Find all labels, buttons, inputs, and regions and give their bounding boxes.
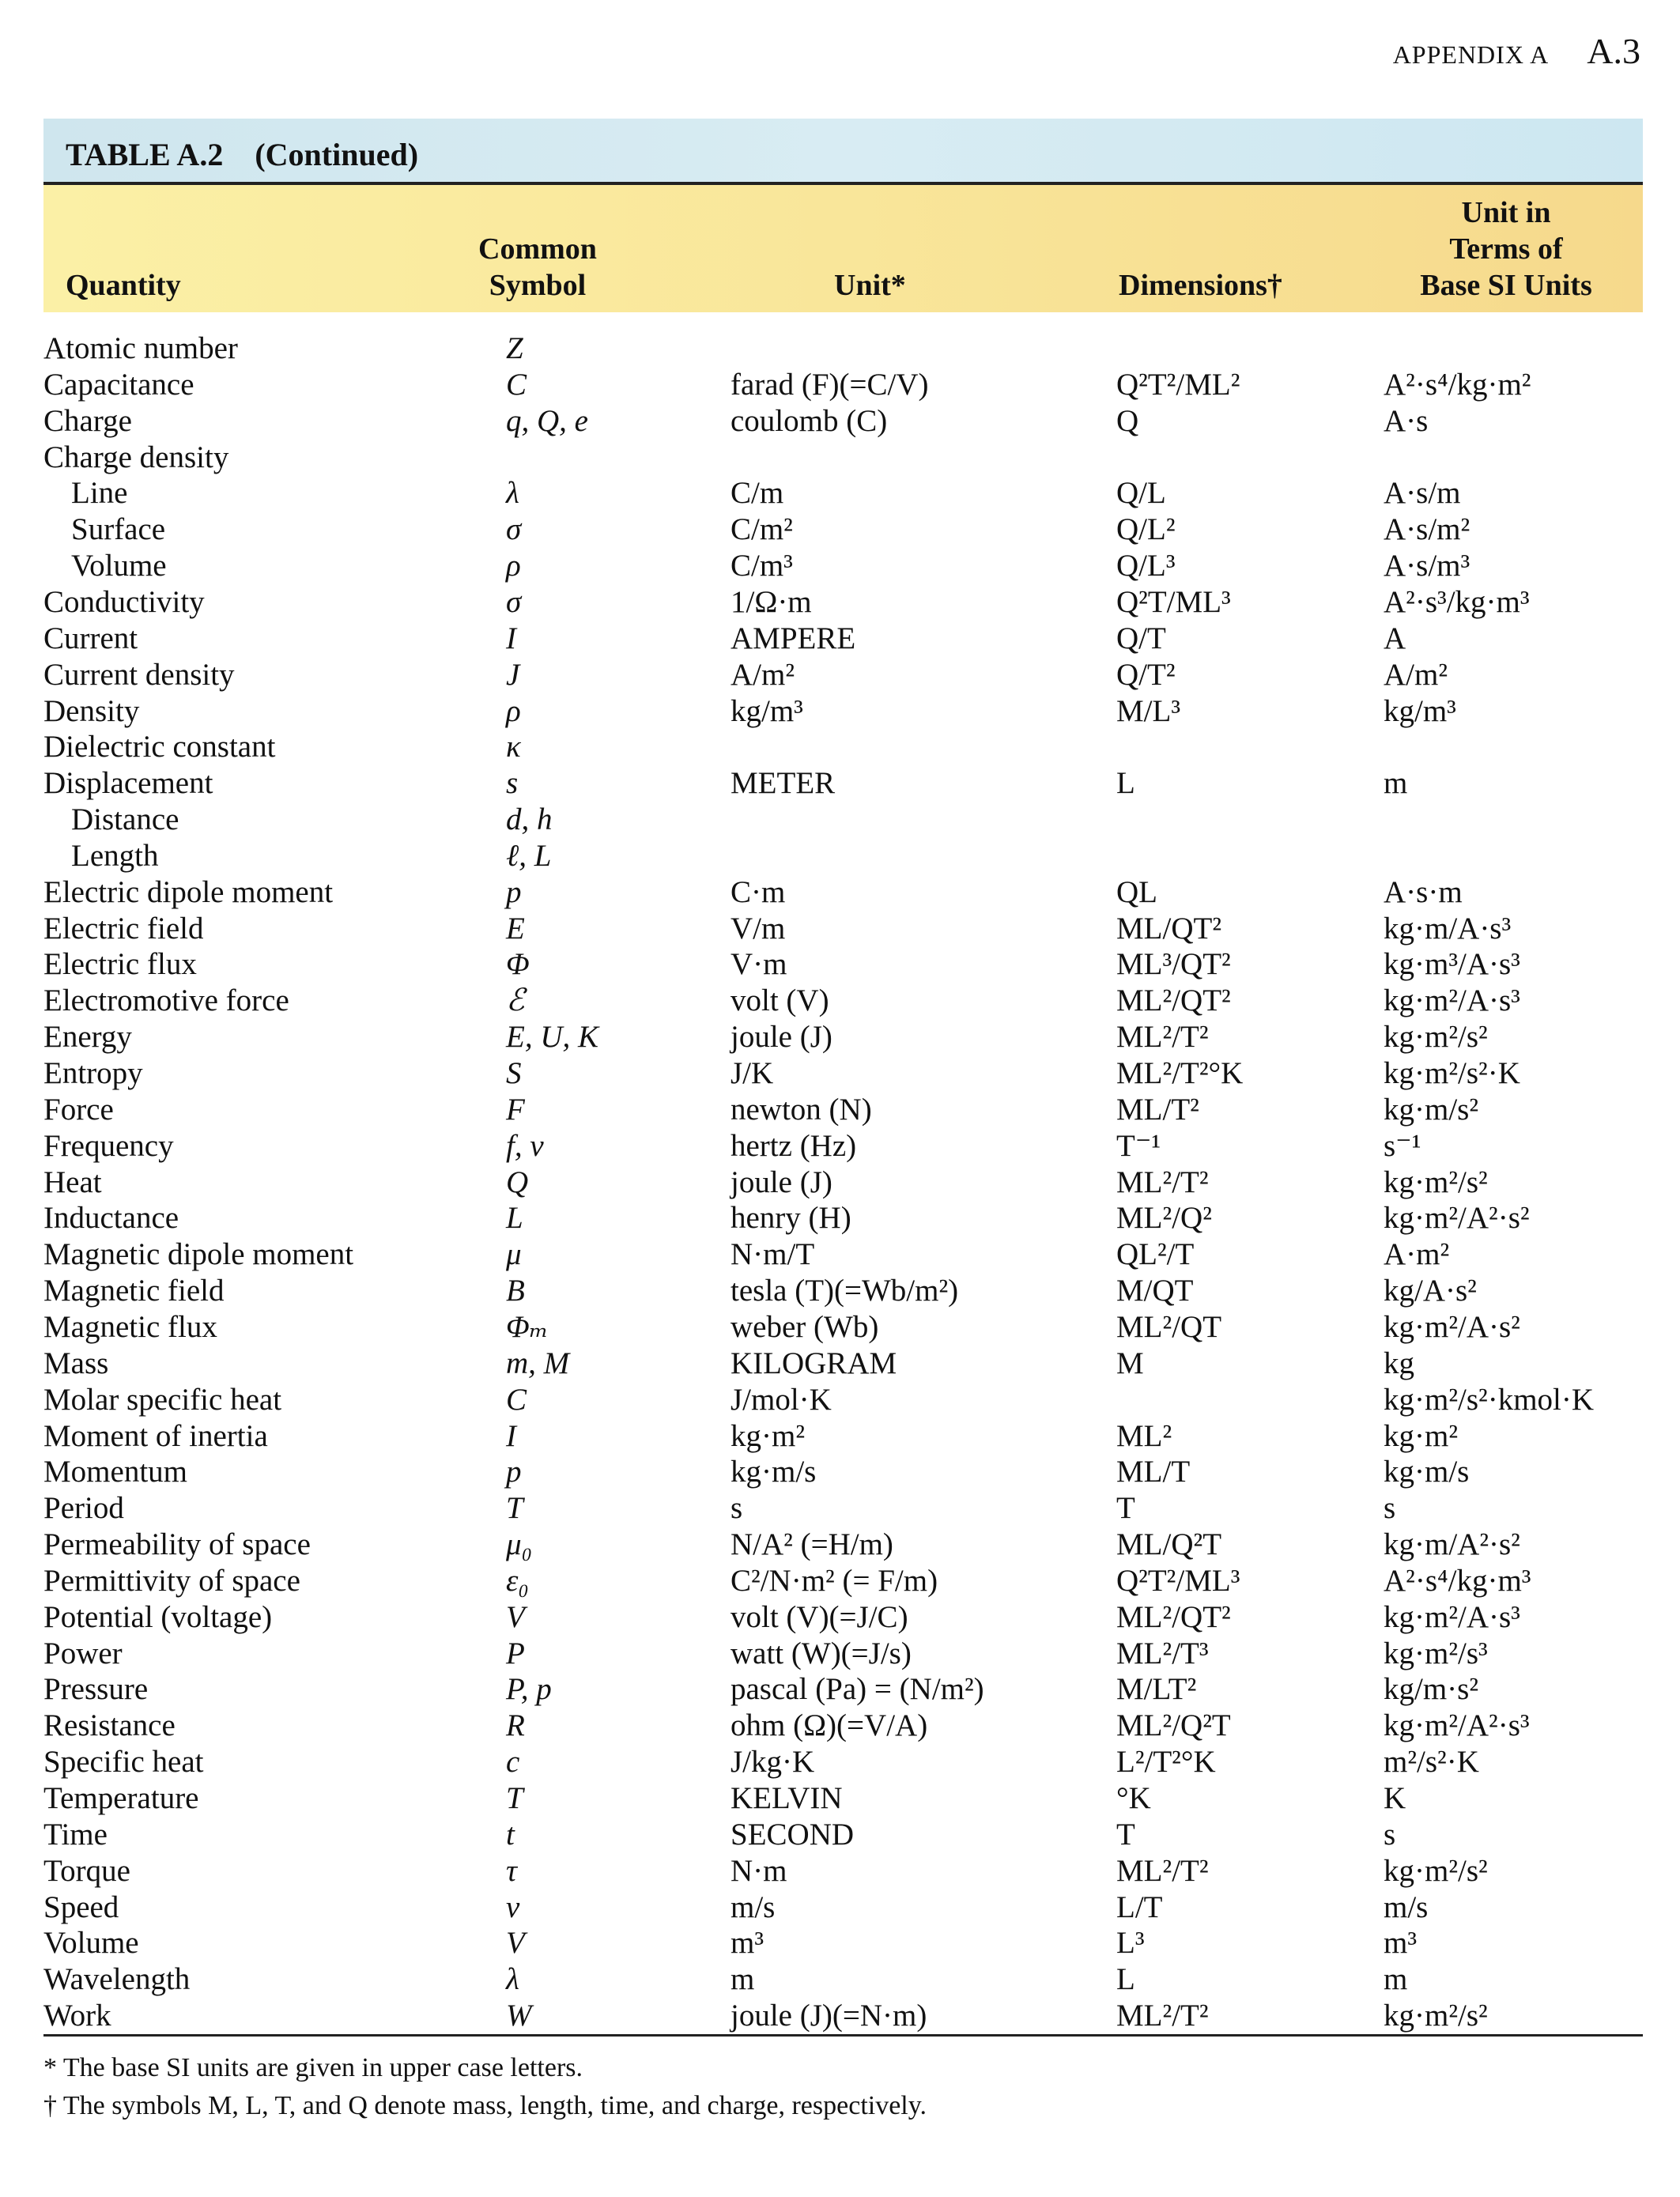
unit-cell: joule (J): [731, 1165, 832, 1199]
dimensions-cell: ML²/T²°K: [1116, 1056, 1244, 1090]
symbol-cell: p: [506, 874, 522, 909]
dimensions-cell: L/T: [1116, 1889, 1163, 1924]
header-quantity: Quantity: [66, 269, 181, 302]
unit-cell: J/kg·K: [731, 1745, 815, 1780]
symbol-cell: B: [506, 1274, 525, 1308]
symbol-cell: E, U, K: [506, 1020, 598, 1055]
unit-cell: volt (V)(=J/C): [731, 1599, 908, 1634]
header-symbol-line1: Common: [478, 232, 597, 266]
symbol-cell: τ: [506, 1853, 517, 1888]
base-units-cell: kg·m/s²: [1384, 1092, 1479, 1127]
base-units-cell: A²·s⁴/kg·m³: [1384, 1563, 1531, 1598]
base-units-cell: kg/m·s²: [1384, 1672, 1479, 1707]
table-row: [0, 765, 1680, 802]
dimensions-cell: QL: [1116, 874, 1157, 909]
base-units-cell: A·s·m: [1384, 874, 1463, 909]
table-row: [0, 403, 1680, 440]
quantity-cell: Capacitance: [43, 367, 194, 402]
base-units-cell: A·s/m³: [1384, 549, 1470, 583]
unit-cell: N/A² (=H/m): [731, 1527, 893, 1562]
table-row: [0, 330, 1680, 367]
dimensions-cell: M: [1116, 1346, 1144, 1380]
base-units-cell: s: [1384, 1491, 1396, 1526]
table-row: [0, 1671, 1680, 1708]
unit-cell: C/m³: [731, 549, 793, 583]
base-units-cell: kg·m²/s²·kmol·K: [1384, 1382, 1595, 1417]
unit-cell: N·m: [731, 1853, 787, 1888]
symbol-cell: ℓ, L: [506, 838, 552, 873]
unit-cell: V/m: [731, 911, 786, 946]
base-units-cell: m: [1384, 1962, 1408, 1997]
quantity-cell: Momentum: [43, 1455, 187, 1489]
dimensions-cell: ML²/QT²: [1116, 1599, 1231, 1634]
dimensions-cell: M/QT: [1116, 1274, 1194, 1308]
dimensions-cell: ML²/T³: [1116, 1636, 1209, 1670]
unit-cell: kg·m/s: [731, 1455, 817, 1489]
header-base-line1: Unit in: [1461, 196, 1551, 229]
bottom-rule: [43, 2034, 1643, 2037]
dimensions-cell: ML²/T²: [1116, 1853, 1209, 1888]
quantity-cell: Charge density: [43, 440, 229, 474]
symbol-cell: f, ν: [506, 1128, 544, 1163]
dimensions-cell: T: [1116, 1491, 1135, 1526]
dimensions-cell: Q: [1116, 403, 1139, 438]
quantity-cell: Density: [43, 693, 140, 728]
table-row: [0, 1200, 1680, 1236]
symbol-cell: V: [506, 1926, 525, 1961]
dimensions-cell: Q/T: [1116, 621, 1166, 655]
footnotes: [43, 2049, 927, 2125]
table-row: [0, 1744, 1680, 1780]
unit-cell: joule (J)(=N·m): [731, 1999, 927, 2033]
table-row: [0, 1961, 1680, 1998]
dimensions-cell: Q²T²/ML³: [1116, 1563, 1240, 1598]
dimensions-cell: ML³/QT²: [1116, 947, 1231, 982]
base-units-cell: kg·m²/s²: [1384, 1999, 1488, 2033]
dimensions-cell: ML/QT²: [1116, 911, 1222, 946]
table-row: [0, 584, 1680, 621]
header-base-line3: Base SI Units: [1420, 269, 1592, 302]
unit-cell: tesla (T)(=Wb/m²): [731, 1274, 959, 1308]
base-units-cell: s⁻¹: [1384, 1128, 1421, 1163]
unit-cell: A/m²: [731, 657, 795, 692]
quantity-cell: Electric field: [43, 911, 204, 946]
unit-cell: m: [731, 1962, 755, 1997]
unit-cell: N·m/T: [731, 1237, 815, 1272]
table-row: [0, 1055, 1680, 1092]
dimensions-cell: Q/L³: [1116, 549, 1176, 583]
unit-cell: kg/m³: [731, 693, 803, 728]
quantity-cell: Permittivity of space: [43, 1563, 300, 1598]
table-row: [0, 1165, 1680, 1201]
dimensions-cell: M/L³: [1116, 693, 1181, 728]
table-row: [0, 512, 1680, 548]
table-row: [0, 693, 1680, 730]
unit-cell: C·m: [731, 874, 786, 909]
symbol-cell: L: [506, 1201, 523, 1236]
table-row: [0, 1092, 1680, 1128]
symbol-cell: λ: [506, 476, 519, 511]
table-row: [0, 1309, 1680, 1346]
quantity-cell: Force: [43, 1092, 114, 1127]
dimensions-cell: ML²/T²: [1116, 1999, 1209, 2033]
table-row: [0, 729, 1680, 765]
base-units-cell: kg·m²/A·s³: [1384, 983, 1520, 1018]
symbol-cell: C: [506, 1382, 527, 1417]
base-units-cell: kg/A·s²: [1384, 1274, 1477, 1308]
symbol-cell: P: [506, 1636, 525, 1670]
base-units-cell: kg·m²/s²: [1384, 1165, 1488, 1199]
quantity-cell: Surface: [71, 512, 166, 547]
table-row: [0, 946, 1680, 983]
dimensions-cell: °K: [1116, 1781, 1151, 1815]
quantity-cell: Distance: [71, 802, 179, 837]
dimensions-cell: Q/T²: [1116, 657, 1176, 692]
dimensions-cell: L: [1116, 1962, 1135, 1997]
quantity-cell: Inductance: [43, 1201, 179, 1236]
unit-cell: coulomb (C): [731, 403, 888, 438]
quantity-cell: Mass: [43, 1346, 109, 1380]
unit-cell: METER: [731, 766, 836, 801]
table-row: [0, 1853, 1680, 1889]
table-row: [0, 911, 1680, 947]
table-row: [0, 874, 1680, 911]
base-units-cell: A·m²: [1384, 1237, 1450, 1272]
base-units-cell: kg·m/A·s³: [1384, 911, 1512, 946]
quantity-cell: Period: [43, 1491, 124, 1526]
symbol-cell: T: [506, 1781, 523, 1815]
symbol-cell: s: [506, 766, 519, 801]
header-symbol: [455, 231, 621, 304]
symbol-cell: m, M: [506, 1346, 570, 1380]
symbol-cell: F: [506, 1092, 525, 1127]
table-row: [0, 1889, 1680, 1926]
unit-cell: s: [731, 1491, 743, 1526]
dimensions-cell: T⁻¹: [1116, 1128, 1161, 1163]
symbol-cell: E: [506, 911, 525, 946]
symbol-cell: Φ: [506, 947, 530, 982]
base-units-cell: m³: [1384, 1926, 1418, 1961]
table-row: [0, 1780, 1680, 1817]
symbol-cell: c: [506, 1745, 520, 1780]
quantity-cell: Atomic number: [43, 331, 238, 365]
table-row: [0, 1599, 1680, 1636]
quantity-cell: Torque: [43, 1853, 130, 1888]
base-units-cell: kg·m²/A·s²: [1384, 1309, 1520, 1344]
base-units-cell: kg·m²/s²: [1384, 1853, 1488, 1888]
symbol-cell: σ: [506, 584, 522, 619]
symbol-cell: I: [506, 621, 516, 655]
base-units-cell: A·s: [1384, 403, 1429, 438]
column-header-band: [43, 185, 1643, 312]
dimensions-cell: Q/L²: [1116, 512, 1176, 547]
page-header: [1393, 30, 1640, 72]
base-units-cell: kg·m/A²·s²: [1384, 1527, 1520, 1562]
base-units-cell: m²/s²·K: [1384, 1745, 1479, 1780]
table-row: [0, 802, 1680, 838]
dimensions-cell: ML²/Q²: [1116, 1201, 1212, 1236]
quantity-cell: Line: [71, 476, 128, 511]
unit-cell: hertz (Hz): [731, 1128, 857, 1163]
base-units-cell: kg·m²/A²·s³: [1384, 1708, 1530, 1743]
dimensions-cell: QL²/T: [1116, 1237, 1195, 1272]
dimensions-cell: L: [1116, 766, 1135, 801]
quantity-cell: Time: [43, 1817, 108, 1852]
unit-cell: KILOGRAM: [731, 1346, 897, 1380]
table-row: [0, 1273, 1680, 1309]
dimensions-cell: ML/T²: [1116, 1092, 1199, 1127]
quantity-cell: Electric flux: [43, 947, 197, 982]
unit-cell: volt (V): [731, 983, 829, 1018]
quantity-cell: Specific heat: [43, 1745, 204, 1780]
dimensions-cell: L³: [1116, 1926, 1145, 1961]
quantity-cell: Volume: [43, 1926, 139, 1961]
quantity-cell: Charge: [43, 403, 132, 438]
base-units-cell: A·s/m²: [1384, 512, 1470, 547]
symbol-cell: λ: [506, 1962, 519, 1997]
symbol-cell: ε₀: [506, 1563, 529, 1598]
unit-cell: farad (F)(=C/V): [731, 367, 929, 402]
quantity-cell: Resistance: [43, 1708, 176, 1743]
table-row: [0, 548, 1680, 584]
quantity-cell: Conductivity: [43, 584, 205, 619]
dimensions-cell: ML²/Q²T: [1116, 1708, 1231, 1743]
symbol-cell: S: [506, 1056, 522, 1090]
base-units-cell: K: [1384, 1781, 1406, 1815]
table-row: [0, 1418, 1680, 1455]
symbol-cell: p: [506, 1455, 522, 1489]
table-row: [0, 1925, 1680, 1961]
quantity-cell: Dielectric constant: [43, 730, 276, 764]
base-units-cell: A/m²: [1384, 657, 1448, 692]
table-title: TABLE A.2 (Continued): [66, 137, 419, 172]
quantity-cell: Energy: [43, 1020, 132, 1055]
quantity-cell: Electric dipole moment: [43, 874, 334, 909]
table-row: [0, 657, 1680, 693]
base-units-cell: kg·m/s: [1384, 1455, 1470, 1489]
unit-cell: J/mol·K: [731, 1382, 832, 1417]
table-row: [0, 1563, 1680, 1599]
header-unit: Unit*: [834, 269, 906, 302]
table-row: [0, 1817, 1680, 1853]
dimensions-cell: Q/L: [1116, 476, 1166, 511]
dimensions-cell: M/LT²: [1116, 1672, 1197, 1707]
header-dimensions: Dimensions†: [1119, 269, 1282, 302]
symbol-cell: t: [506, 1817, 515, 1852]
quantity-cell: Moment of inertia: [43, 1418, 268, 1453]
base-units-cell: m: [1384, 766, 1408, 801]
quantity-cell: Entropy: [43, 1056, 143, 1090]
base-units-cell: kg·m²/A·s³: [1384, 1599, 1520, 1634]
table-row: [0, 1998, 1680, 2034]
dimensions-cell: ML²: [1116, 1418, 1172, 1453]
quantity-cell: Magnetic flux: [43, 1309, 217, 1344]
table-row: [0, 1454, 1680, 1490]
symbol-cell: ρ: [506, 693, 521, 728]
table-row: [0, 1236, 1680, 1273]
base-units-cell: A²·s⁴/kg·m²: [1384, 367, 1531, 402]
quantity-cell: Current: [43, 621, 138, 655]
dimensions-cell: ML²/QT: [1116, 1309, 1222, 1344]
dimensions-cell: ML/T: [1116, 1455, 1191, 1489]
symbol-cell: ℰ: [506, 983, 525, 1018]
symbol-cell: σ: [506, 512, 522, 547]
symbol-cell: κ: [506, 730, 521, 764]
symbol-cell: Q: [506, 1165, 529, 1199]
table-row: [0, 1128, 1680, 1165]
unit-cell: C²/N·m² (= F/m): [731, 1563, 938, 1598]
base-units-cell: kg·m²/A²·s²: [1384, 1201, 1530, 1236]
unit-cell: weber (Wb): [731, 1309, 879, 1344]
dimensions-cell: Q²T/ML³: [1116, 584, 1231, 619]
quantity-cell: Molar specific heat: [43, 1382, 282, 1417]
quantity-cell: Wavelength: [43, 1962, 191, 1997]
table-row: [0, 1636, 1680, 1672]
symbol-cell: V: [506, 1599, 525, 1634]
base-units-cell: kg·m²/s³: [1384, 1636, 1488, 1670]
base-units-cell: m/s: [1384, 1889, 1429, 1924]
symbol-cell: Φₘ: [506, 1309, 549, 1344]
unit-cell: joule (J): [731, 1020, 832, 1055]
base-units-cell: A: [1384, 621, 1406, 655]
base-units-cell: kg·m³/A·s³: [1384, 947, 1520, 982]
table-row: [0, 621, 1680, 657]
quantity-cell: Potential (voltage): [43, 1599, 273, 1634]
table-row: [0, 1527, 1680, 1563]
dimensions-cell: T: [1116, 1817, 1135, 1852]
unit-cell: henry (H): [731, 1201, 851, 1236]
quantity-cell: Volume: [71, 549, 167, 583]
quantity-cell: Current density: [43, 657, 235, 692]
quantity-cell: Work: [43, 1999, 111, 2033]
base-units-cell: kg·m²: [1384, 1418, 1459, 1453]
page-number: A.3: [1587, 31, 1640, 71]
appendix-label: APPENDIX A: [1392, 40, 1550, 69]
quantity-cell: Electromotive force: [43, 983, 289, 1018]
unit-cell: watt (W)(=J/s): [731, 1636, 912, 1670]
base-units-cell: kg: [1384, 1346, 1414, 1380]
base-units-cell: kg/m³: [1384, 693, 1456, 728]
unit-cell: C/m: [731, 476, 784, 511]
quantity-cell: Displacement: [43, 766, 213, 801]
unit-cell: ohm (Ω)(=V/A): [731, 1708, 928, 1743]
symbol-cell: ρ: [506, 549, 521, 583]
quantity-cell: Permeability of space: [43, 1527, 311, 1562]
quantity-cell: Length: [71, 838, 159, 873]
unit-cell: 1/Ω·m: [731, 584, 812, 619]
quantity-cell: Power: [43, 1636, 123, 1670]
dimensions-cell: ML/Q²T: [1116, 1527, 1222, 1562]
symbol-cell: T: [506, 1491, 523, 1526]
base-units-cell: kg·m²/s²: [1384, 1020, 1488, 1055]
unit-cell: V·m: [731, 947, 787, 982]
symbol-cell: J: [506, 657, 520, 692]
dimensions-cell: L²/T²°K: [1116, 1745, 1216, 1780]
dimensions-cell: ML²/QT²: [1116, 983, 1231, 1018]
symbol-cell: μ: [506, 1237, 522, 1272]
symbol-cell: μ₀: [506, 1527, 533, 1562]
base-units-cell: s: [1384, 1817, 1396, 1852]
dimensions-cell: ML²/T²: [1116, 1165, 1209, 1199]
table-row: [0, 475, 1680, 512]
quantity-cell: Magnetic field: [43, 1274, 225, 1308]
symbol-cell: P, p: [506, 1672, 552, 1707]
unit-cell: pascal (Pa) = (N/m²): [731, 1672, 984, 1707]
symbol-cell: C: [506, 367, 527, 402]
unit-cell: m³: [731, 1926, 764, 1961]
unit-cell: KELVIN: [731, 1781, 843, 1815]
quantity-cell: Temperature: [43, 1781, 199, 1815]
unit-cell: AMPERE: [731, 621, 856, 655]
unit-cell: kg·m²: [731, 1418, 806, 1453]
dimensions-cell: Q²T²/ML²: [1116, 367, 1240, 402]
symbol-cell: R: [506, 1708, 525, 1743]
quantity-cell: Frequency: [43, 1128, 174, 1163]
table-row: [0, 1019, 1680, 1055]
header-symbol-line2: Symbol: [489, 269, 587, 302]
quantity-cell: Heat: [43, 1165, 102, 1199]
dimensions-cell: ML²/T²: [1116, 1020, 1209, 1055]
table-row: [0, 1346, 1680, 1382]
unit-cell: J/K: [731, 1056, 774, 1090]
unit-cell: m/s: [731, 1889, 776, 1924]
table-row: [0, 1490, 1680, 1527]
footnote-symbols: † The symbols M, L, T, and Q denote mass, length, time, and charge, respectively.: [43, 2091, 927, 2120]
table-row: [0, 1708, 1680, 1744]
symbol-cell: v: [506, 1889, 520, 1924]
table-row: [0, 1382, 1680, 1418]
footnote-base-units: * The base SI units are given in upper case letters.: [43, 2053, 583, 2082]
table-row: [0, 983, 1680, 1019]
unit-cell: newton (N): [731, 1092, 872, 1127]
table-row: [0, 838, 1680, 874]
unit-cell: SECOND: [731, 1817, 855, 1852]
base-units-cell: kg·m²/s²·K: [1384, 1056, 1520, 1090]
base-units-cell: A²·s³/kg·m³: [1384, 584, 1530, 619]
table-row: [0, 367, 1680, 403]
header-base-units: [1372, 194, 1640, 304]
symbol-cell: Z: [506, 331, 523, 365]
base-units-cell: A·s/m: [1384, 476, 1461, 511]
header-base-line2: Terms of: [1449, 232, 1563, 266]
symbol-cell: d, h: [506, 802, 553, 837]
symbol-cell: q, Q, e: [506, 403, 588, 438]
table-title-band: [43, 119, 1643, 182]
symbol-cell: I: [506, 1418, 516, 1453]
table-row: [0, 440, 1680, 476]
symbol-cell: W: [506, 1999, 532, 2033]
quantity-cell: Speed: [43, 1889, 119, 1924]
quantity-cell: Magnetic dipole moment: [43, 1237, 354, 1272]
quantity-cell: Pressure: [43, 1672, 149, 1707]
unit-cell: C/m²: [731, 512, 793, 547]
